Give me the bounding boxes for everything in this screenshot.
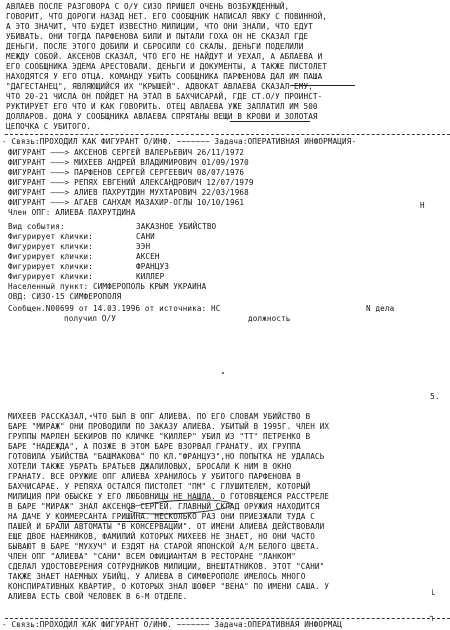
paragraph-line-b4: БАРЕ "НАДЕЖДА", А ПОЗЖЕ В ЭТОМ БАРЕ ВЗОРВАЛ ГРАНАТУ. ИХ ГРУППА [8, 442, 301, 451]
case-number-label: N дела [366, 304, 395, 313]
nickname-label: Фигурирует клички: [8, 272, 93, 281]
margin-mark: ┐ [430, 612, 435, 621]
paragraph-line-b1: МИХЕЕВ РАССКАЗАЛ, ЧТО БЫЛ В ОПГ АЛИЕВА. ПО ЕГО СЛОВАМ УБИЙСТВО В [8, 412, 311, 421]
figurant-name: АЛИЕВ ПАХРУТДИН МУХТАРОВИЧ [74, 188, 197, 197]
figurant-name: ПАРФЕНОВ СЕРГЕЙ СЕРГЕЕВИЧ [74, 168, 193, 177]
figurant-dob: 01/09/1970 [201, 158, 249, 167]
figurant-name: АКСЕНОВ СЕРГЕЙ ВАЛЕРЬЕВИЧ [74, 148, 193, 157]
figurant-label: ФИГУРАНТ [8, 188, 46, 197]
paragraph-line-9: "ДАГЕСТАНЕЦ", ЯВЛЯЮЩИЙСЯ ИХ "КРЫШЕЙ". АДВОКАТ АВЛАЕВА СКАЗАЛ ЕМУ, [6, 82, 313, 91]
paragraph-line-13: ЦЕПОЧКА С УБИТОГО. [6, 122, 91, 131]
ovd: ОВД: СИЗО-15 СИМФЕРОПОЛЯ [8, 292, 122, 301]
arrow: ———> [50, 158, 70, 167]
footer-link-header: - Связь:ПРОХОДИЛ КАК ФИГУРАНТ О/ИНФ. ~~~~~~~ Задача:ОПЕРАТИВНАЯ ИНФОРМАЦ [2, 620, 342, 629]
paragraph-line-b17: ТАКЖЕ ЗНАЕТ НАЕМНЫХ УБИЙЦ. У АЛИЕВА В СИМФЕРОПОЛЕ ИМЕЛОСЬ МНОГО [8, 572, 306, 581]
paragraph-line-7: ЕГО СООБЩНИКА ЭДЕМА АРЕСТОВАЛИ. ДЕНЬГИ И ДОКУМЕНТЫ, А ТАКЖЕ ПИСТОЛЕТ [6, 62, 328, 71]
paragraph-line-b5: ГОТОВИЛА УБИЙСТВА "БАШМАКОВА" ПО КЛ."ФРАНЦУЗ",НО ПОПЫТКА НЕ УДАЛАСЬ [8, 452, 325, 461]
scan-speck [222, 372, 224, 374]
paragraph-line-1: АВЛАЕВ ПОСЛЕ РАЗГОВОРА С О/У СИЗО ПРИШЕЛ ОЧЕНЬ ВОЗБУЖДЕННЫЙ, [6, 2, 290, 11]
figurant-name: АГАЕВ САНХАМ МАЗАХИР-ОГЛЫ [74, 198, 193, 207]
figurant-label: ФИГУРАНТ [8, 168, 46, 177]
paragraph-line-b13: ЕЩЕ ДВОЕ НАЕМНИКОВ, ФАМИЛИЙ КОТОРЫХ МИХЕЕВ НЕ ЗНАЕТ, НО ОНИ ЧАСТО [8, 532, 315, 541]
dashed-separator [5, 134, 450, 135]
received-label: получил О/У [64, 314, 116, 323]
event-type-value: ЗАКАЗНОЕ УБИЙСТВО [136, 222, 217, 231]
link-header [2, 137, 356, 147]
figurant-row [8, 148, 244, 158]
figurant-row [8, 158, 249, 168]
paragraph-line-b8: БАХЧИСАРАЕ. У РЕПЯХА ОСТАЛСЯ ПИСТОЛЕТ "ПМ" С ГЛУШИТЕЛЕМ, КОТОРЫЙ [8, 482, 311, 491]
figurant-row [8, 198, 244, 208]
underline-mark [230, 121, 310, 122]
paragraph-line-b2: БАРЕ "МИРАЖ" ОНИ ПРОВОДИЛИ ПО ЗАКАЗУ АЛИЕВА. УБИТЫЙ В 1995Г. ЧЛЕН ИХ [8, 422, 330, 431]
figurant-dob: 10/10/1961 [196, 198, 245, 207]
paragraph-line-b15: ЧЛЕН ОПГ "АЛИЕВА" "САНИ" ВСЕМ ОФИЦИАНТАМ В РЕСТОРАНЕ "ЛАНКОМ" [8, 552, 297, 561]
paragraph-line-b10: В БАРЕ "МИРАЖ" ЗНАЛ АКСЕНОВ СЕРГЕЙ. ГЛАВНЫЙ СКЛАД ОРУЖИЯ НАХОДИТСЯ [8, 502, 320, 511]
report-line: Сообщен.N00699 от 14.03.1996 от источника: НС [8, 304, 221, 313]
figurant-name: МИХЕЕВ АНДРЕЙ ВЛАДИМИРОВИЧ [74, 158, 197, 167]
dashed-separator [5, 618, 450, 619]
paragraph-line-b12: ПАШЕЙ И БРАЛИ АВТОМАТЫ "В КОНСЕРВАЦИИ". ОТ ИМЕНИ АЛИЕВА ДЕЙСТВОВАЛИ [8, 522, 325, 531]
paragraph-line-8: НАХОДЯТСЯ У ЕГО ОТЦА. КОМАНДУ УБИТЬ СООБЩНИКА ПАРФЕНОВА ДАЛ ИМ ПАША [6, 72, 323, 81]
paragraph-line-b3: ГРУППЫ МАРЛЕН БЕКИРОВ ПО КЛИЧКЕ "КИЛЛЕР" УБИЛ ИЗ "ТТ" ПЕТРЕНКО В [8, 432, 311, 441]
figurant-label: ФИГУРАНТ [8, 178, 46, 187]
figurant-dob: 12/07/1979 [206, 178, 254, 187]
nickname-label: Фигурирует клички: [8, 262, 93, 271]
figurant-row [8, 178, 254, 188]
paragraph-line-4: УБИВАТЬ. ОНИ ТОГДА ПАРФЕНОВА БИЛИ И ПЫТАЛИ ГОХА ОН НЕ СКАЗАЛ ГДЕ [6, 32, 309, 41]
position-label: должность [248, 314, 291, 323]
arrow: ———> [50, 178, 70, 187]
figurant-label: ФИГУРАНТ [8, 198, 46, 207]
nickname-value: АКСЕН [136, 252, 160, 261]
paragraph-line-5: ДЕНЬГИ. ПОСЛЕ ЭТОГО ДОБИЛИ И СБРОСИЛИ СО СКАЛЫ. ДЕНЬГИ ПОДЕЛИЛИ [6, 42, 304, 51]
paragraph-line-b18: КОНСПИРАТИВНЫХ КВАРТИР, О КОТОРЫХ ЗНАЛ ШОФЕР "ВЕНА" ПО ИМЕНИ САША. У [8, 582, 330, 591]
nickname-value: КИЛЛЕР [136, 272, 165, 281]
paragraph-line-b6: ХОТЕЛИ ТАКЖЕ УБРАТЬ БРАТЬЕВ ДЖАЛИЛОВЫХ, БРОСАЛИ К НИМ В ОКНО [8, 462, 292, 471]
link-prefix: - Связь:ПРОХОДИЛ КАК ФИГУРАНТ О/ИНФ. [2, 137, 172, 146]
locality: Населенный пункт: СИМФЕРОПОЛЬ КРЫМ УКРАИНА [8, 282, 207, 291]
nickname-value: ЭЭН [136, 242, 151, 251]
underline-mark [290, 85, 355, 86]
figurant-dob: 22/03/1968 [201, 188, 249, 197]
nickname-label: Фигурирует клички: [8, 252, 93, 261]
link-wave: ~~~~~~~ [176, 137, 210, 146]
figurant-dob: 08/07/1976 [196, 168, 245, 177]
paragraph-line-b19: АЛИЕВА ЕСТЬ СВОЙ ЧЕЛОВЕК В 6-М ОТДЕЛЕ. [8, 592, 188, 601]
arrow: ———> [50, 198, 70, 207]
arrow: ———> [50, 148, 70, 157]
margin-mark: └ [430, 590, 435, 599]
paragraph-line-b16: СДЕЛАЛ УДОСТОВЕРЕНИЯ СОТРУДНИКОВ МИЛИЦИИ, ВНЕШТАТНИКОВ. ЭТОТ "САНИ" [8, 562, 325, 571]
figurant-name: РЕПЯХ ЕВГЕНИЙ АЛЕКСАНДРОВИЧ [74, 178, 202, 187]
paragraph-line-b14: БЫВАЮТ В БАРЕ "МУХУЧ" И ЕЗДЯТ НА СТАРОЙ ЯПОНСКОЙ А/М БЕЛОГО ЦВЕТА. [8, 542, 320, 551]
arrow: ———> [50, 188, 70, 197]
paragraph-line-b9: МИЛИЦИЯ ПРИ ОБЫСКЕ У ЕГО ЛЮБОВНИЦЫ НЕ НАШЛА. О ГОТОВЯЩЕМСЯ РАССТРЕЛЕ [8, 492, 330, 501]
task-label: Задача:ОПЕРАТИВНАЯ ИНФОРМАЦИЯ- [214, 137, 357, 146]
h-mark: Н [420, 201, 425, 210]
paragraph-line-2: ГОВОРИТ, ЧТО ДОРОГИ НАЗАД НЕТ. ЕГО СООБЩНИК НАПИСАЛ ЯВКУ С ПОВИННОЙ, [6, 12, 328, 21]
figurant-dob: 26/11/1972 [196, 148, 245, 157]
paragraph-line-3: А ЭТО ЗНАЧИТ, ЧТО БУДЕТ ИЗВЕСТНО МИЛИЦИИ, ЧТО ОНИ ЗНАЛИ, ЧТО ЕДУТ [6, 22, 313, 31]
opg-member: Член ОПГ: АЛИЕВА ПАХРУТДИНА [8, 208, 136, 217]
paragraph-line-6: МЕЖДУ СОБОЙ. АКСЕНОВ СКАЗАЛ, ЧТО ЕГО НЕ НАЙДУТ И УЕХАЛ, А АБЛАЕВА И [6, 52, 323, 61]
figurant-row [8, 188, 249, 198]
figurant-label: ФИГУРАНТ [8, 148, 46, 157]
figurant-row [8, 168, 244, 178]
figurant-label: ФИГУРАНТ [8, 158, 46, 167]
paragraph-line-b11: НА ДАЧЕ У КОММЕРСАНТА ГРИШИНА. НЕСКОЛЬКО РАЗ ОНИ ПРИЕЗЖАЛИ ТУДА С [8, 512, 315, 521]
nickname-label: Фигурирует клички: [8, 232, 93, 241]
nickname-value: САНИ [136, 232, 155, 241]
page-number: 5. [430, 392, 440, 401]
paragraph-line-11: РУКТИРУЕТ ЕГО ЧТО И КАК ГОВОРИТЬ. ОТЕЦ АВЛАЕВА УЖЕ ЗАПЛАТИЛ ИМ 500 [6, 102, 318, 111]
nickname-value: ФРАНЦУЗ [136, 262, 170, 271]
nickname-label: Фигурирует клички: [8, 242, 93, 251]
paragraph-line-10: ЧТО 20-21 ЧИСЛА ОН ПОЙДЕТ НА ЭТАП В БАХЧИСАРАЙ, ГДЕ СТ.О/У ПРОИНСТ- [6, 92, 323, 101]
paragraph-line-12: ДОЛЛАРОВ. ДОМА У СООБЩНИКА АВЛАЕВА СПРЯТАНЫ ВЕЩИ В КРОВИ И ЗОЛОТАЯ [6, 112, 318, 121]
underline-mark [58, 521, 178, 522]
event-type-label: Вид события: [8, 222, 65, 231]
paragraph-line-b7: ГРАНАТУ. ВСЕ ОРУЖИЕ ОПГ АЛИЕВА ХРАНИЛОСЬ У УБИТОГО ПАРФЕНОВА В [8, 472, 301, 481]
arrow: ———> [50, 168, 70, 177]
